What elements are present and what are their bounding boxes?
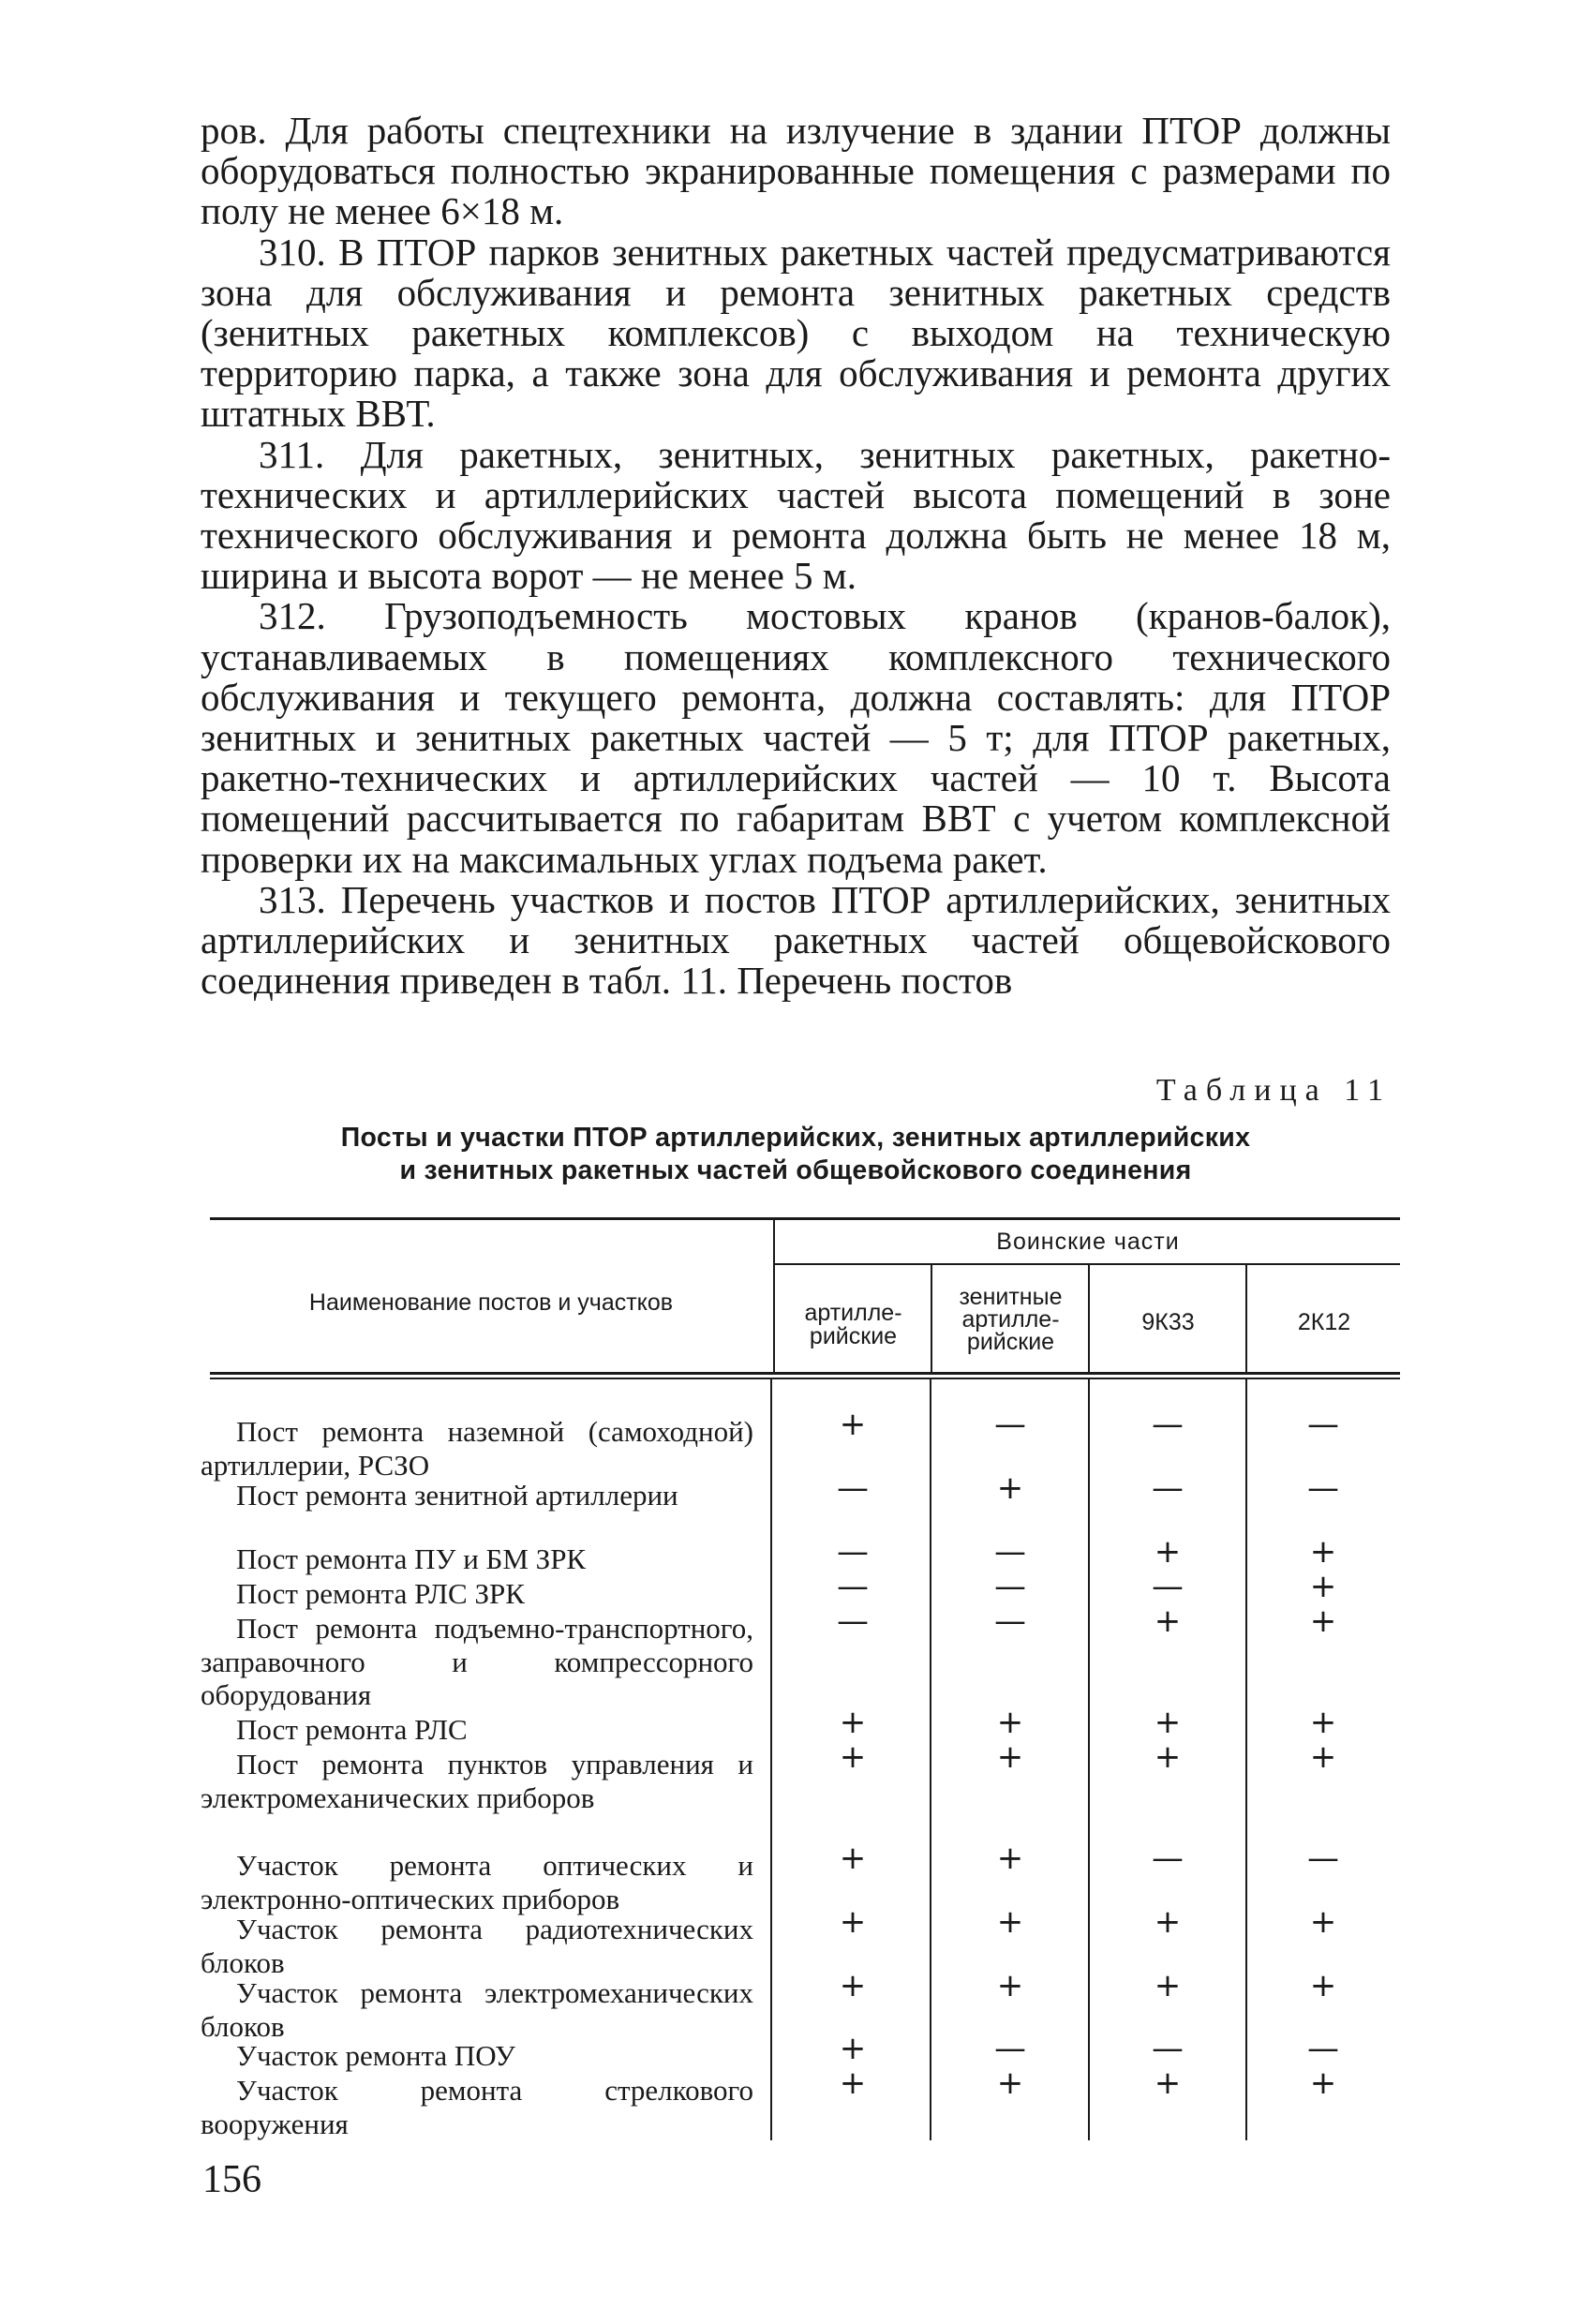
table-cell-mark: + (839, 2064, 867, 2102)
header-group: Воинские части (996, 1229, 1180, 1255)
table-cell-mark: + (1309, 1602, 1337, 1640)
column-divider-2 (931, 1265, 932, 1372)
table-cell-mark: — (1152, 1469, 1184, 1507)
table-cell-mark: — (837, 1602, 869, 1640)
table-cell-mark: + (1154, 1903, 1182, 1941)
table-cell-mark: + (1309, 1738, 1337, 1776)
table-cell-mark: + (839, 2030, 867, 2067)
table-cell-mark: — (837, 1568, 869, 1605)
table-cell-mark: — (1307, 1406, 1339, 1443)
header-col-aa-artillery: зенитные артилле- рийские (959, 1284, 1063, 1355)
header-col-2k12: 2К12 (1297, 1309, 1351, 1335)
table-cell-mark: + (996, 1704, 1024, 1741)
table-cell-mark: — (1307, 1840, 1339, 1877)
table-title (201, 1122, 1391, 1187)
table-cell-mark: + (1309, 1533, 1337, 1571)
header-col-9k33: 9К33 (1141, 1309, 1195, 1335)
table-cell-mark: + (996, 2064, 1024, 2102)
table-cell-mark: + (1154, 1738, 1182, 1776)
table-row-name: Участок ремонта радиотехнических блоков (201, 1913, 753, 1979)
table-cell-mark: + (1309, 1704, 1337, 1741)
table-title-line2: и зенитных ракетных частей общевойскового соединения (399, 1155, 1192, 1185)
table-row-name: Пост ремонта зенитной артиллерии (236, 1479, 678, 1512)
table-cell-mark: — (994, 1602, 1026, 1640)
paragraph-313: 313. Перечень участков и постов ПТОР артиллерийских, зенитных артиллерийских и зенитных ракетных частей общевойскового соединения приведен в табл. 11. Перечень постов (201, 877, 1391, 1003)
table-cell-mark: — (1152, 1406, 1184, 1443)
table-row-name: Пост ремонта подъемно-транспортного, заправочного и компрессорного оборудования (201, 1612, 753, 1711)
table-cell-mark: — (1152, 1568, 1184, 1605)
table-cell-mark: + (1154, 2064, 1182, 2102)
table-cell-mark: + (996, 1469, 1024, 1507)
header-col-artillery: артилле- рийские (804, 1300, 902, 1349)
table-cell-mark: + (996, 1840, 1024, 1877)
group-header-rule (774, 1263, 1400, 1265)
table-cell-mark: — (1307, 2030, 1339, 2067)
header-name-column: Наименование постов и участков (308, 1289, 674, 1316)
table-cell-mark: + (839, 1967, 867, 2004)
table-cell-mark: — (994, 2030, 1026, 2067)
table-cell-mark: — (994, 1533, 1026, 1571)
body-text (201, 111, 1391, 1001)
header-bottom-rule-2 (210, 1378, 1400, 1379)
table-cell-mark: — (1152, 1840, 1184, 1877)
body-divider-2 (930, 1379, 931, 2140)
table-cell-mark: + (839, 1406, 867, 1443)
table-cell-mark: — (1307, 1469, 1339, 1507)
table-row-name: Пост ремонта наземной (самоходной) артиллерии, РСЗО (201, 1415, 753, 1482)
table-cell-mark: + (1309, 1967, 1337, 2004)
table-cell-mark: + (1309, 1903, 1337, 1941)
table-row-name: Пост ремонта РЛС ЗРК (236, 1577, 525, 1610)
table-cell-mark: — (994, 1568, 1026, 1605)
table-row-name: Участок ремонта ПОУ (236, 2039, 515, 2072)
body-divider-4 (1245, 1379, 1247, 2140)
page-number: 156 (202, 2158, 261, 2201)
table-cell-mark: + (996, 1967, 1024, 2004)
table-cell-mark: + (996, 1738, 1024, 1776)
table-row-name: Участок ремонта стрелкового вооружения (201, 2074, 753, 2140)
column-divider-1 (773, 1220, 775, 1372)
table-cell-mark: + (1309, 1568, 1337, 1605)
body-divider-1 (770, 1379, 772, 2140)
paragraph-312: 312. Грузоподъемность мостовых кранов (кранов-балок), устанавливаемых в помещениях комплексного технического обслуживания и текущего ремонта, должна составлять: для ПТОР зенитных и зенитных ракетных частей — 5 т; для ПТОР ракетных, ракетно-технических и артиллерийских частей — 10 т. Высота помещений рассчитывается по габаритам ВВТ с учетом комплексной проверки их на максимальных углах подъема ракет. (201, 594, 1391, 881)
table-cell-mark: + (1154, 1967, 1182, 2004)
table-row-name: Участок ремонта электромеханических блоков (201, 1976, 753, 2043)
table-cell-mark: + (1309, 2064, 1337, 2102)
header-bottom-rule (210, 1372, 1400, 1375)
paragraph-311: 311. Для ракетных, зенитных, зенитных ракетных, ракетно-технических и артиллерийских частей высота помещений в зоне технического обслуживания и ремонта должна быть не менее 18 м, ширина и высота ворот — не менее 5 м. (201, 432, 1391, 598)
table-row-name: Пост ремонта ПУ и БМ ЗРК (236, 1542, 587, 1575)
table-cell-mark: — (837, 1533, 869, 1571)
body-divider-3 (1088, 1379, 1090, 2140)
table-row-name: Участок ремонта оптических и электронно-оптических приборов (201, 1849, 753, 1915)
table-row-name: Пост ремонта РЛС (236, 1713, 468, 1746)
column-divider-3 (1088, 1265, 1090, 1372)
paragraph-310: 310. В ПТОР парков зенитных ракетных частей предусматриваются зона для обслуживания и ремонта зенитных ракетных средств (зенитных ракетных комплексов) с выходом на техническую территорию парка, а также зона для обслуживания и ремонта других штатных ВВТ. (201, 230, 1391, 436)
table-cell-mark: + (1154, 1533, 1182, 1571)
table-cell-mark: + (839, 1903, 867, 1941)
table-cell-mark: + (1154, 1704, 1182, 1741)
table-cell-mark: + (839, 1840, 867, 1877)
table-cell-mark: + (996, 1903, 1024, 1941)
table-cell-mark: — (837, 1469, 869, 1507)
paragraph-continuation: ров. Для работы спецтехники на излучение в здании ПТОР должны оборудоваться полностью экранированные помещения с размерами по полу не менее 6×18 м. (201, 109, 1391, 233)
table-cell-mark: + (1154, 1602, 1182, 1640)
table-cell-mark: — (1152, 2030, 1184, 2067)
table-cell-mark: — (994, 1406, 1026, 1443)
table-label: Таблица 11 (1155, 1073, 1392, 1108)
table-cell-mark: + (839, 1738, 867, 1776)
table-title-line1: Посты и участки ПТОР артиллерийских, зенитных артиллерийских (340, 1123, 1251, 1153)
table-cell-mark: + (839, 1704, 867, 1741)
table-top-rule (210, 1217, 1400, 1220)
column-divider-4 (1245, 1265, 1247, 1372)
table-row-name: Пост ремонта пунктов управления и электромеханических приборов (201, 1748, 753, 1814)
